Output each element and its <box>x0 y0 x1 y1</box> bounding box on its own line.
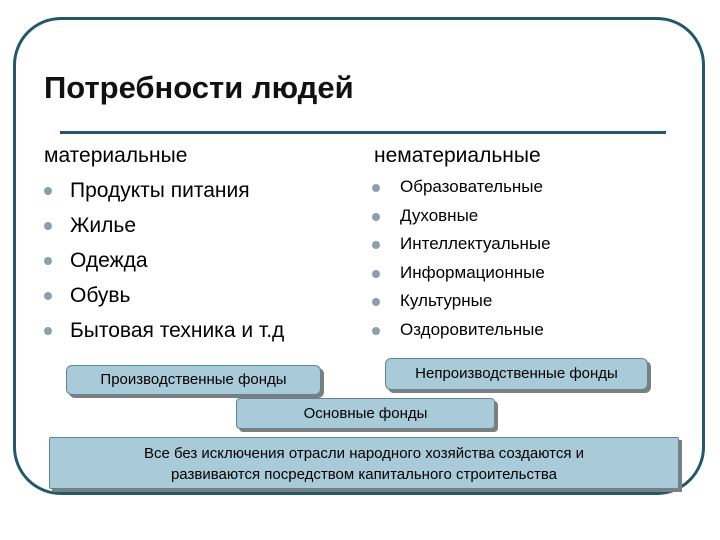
list-item-label: Жилье <box>70 214 136 237</box>
title-divider <box>60 131 666 134</box>
bullet-icon <box>372 298 380 306</box>
list-item <box>372 290 551 319</box>
bullet-icon <box>44 187 52 195</box>
non-production-funds-box: Непроизводственные фонды <box>385 358 648 390</box>
material-heading: материальные <box>44 144 188 167</box>
bullet-icon <box>44 327 52 335</box>
material-list <box>44 177 284 352</box>
bullet-icon <box>44 222 52 230</box>
list-item-label: Оздоровительные <box>400 319 544 339</box>
bullet-icon <box>44 292 52 300</box>
list-item <box>44 212 284 247</box>
list-item <box>372 262 551 291</box>
nonmaterial-heading: нематериальные <box>374 144 541 167</box>
list-item <box>44 317 284 352</box>
summary-box <box>49 437 679 489</box>
bullet-icon <box>44 257 52 265</box>
list-item <box>44 282 284 317</box>
slide-title: Потребности людей <box>44 70 354 105</box>
list-item-label: Духовные <box>400 205 479 225</box>
summary-line-2: развиваются посредством капитального строительства <box>170 466 558 483</box>
list-item-label: Интеллектуальные <box>400 234 551 254</box>
list-item-label: Обувь <box>70 284 131 307</box>
list-item <box>372 176 551 205</box>
bullet-icon <box>372 241 380 249</box>
production-funds-box: Производственные фонды <box>66 365 321 395</box>
nonmaterial-list <box>372 176 551 348</box>
main-funds-box: Основные фонды <box>236 398 495 429</box>
list-item-label: Бытовая техника и т.д <box>70 319 285 342</box>
list-item-label: Продукты питания <box>70 179 250 202</box>
list-item <box>44 247 284 282</box>
bullet-icon <box>372 327 380 335</box>
summary-line-1: Все без исключения отрасли народного хозяйства создаются и <box>143 445 585 462</box>
bullet-icon <box>372 213 380 221</box>
list-item <box>372 205 551 234</box>
bullet-icon <box>372 184 380 192</box>
list-item-label: Одежда <box>70 249 148 272</box>
list-item-label: Культурные <box>400 291 493 311</box>
list-item <box>372 233 551 262</box>
bullet-icon <box>372 270 380 278</box>
list-item-label: Информационные <box>400 262 545 282</box>
list-item <box>372 319 551 348</box>
list-item <box>44 177 284 212</box>
list-item-label: Образовательные <box>400 177 543 196</box>
